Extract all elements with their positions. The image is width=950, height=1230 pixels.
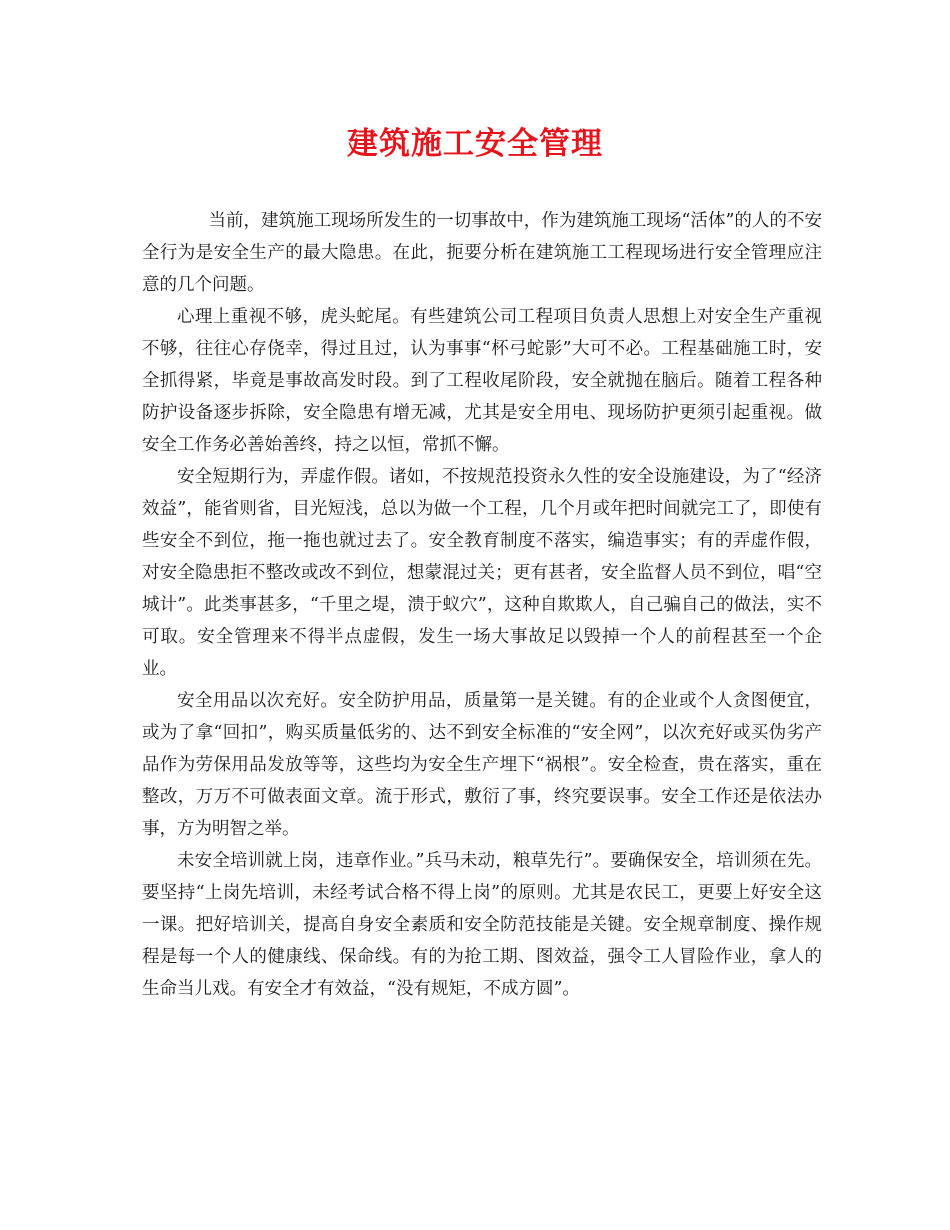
document-body bbox=[142, 205, 822, 1005]
paragraph-safety-supplies: 安全用品以次充好。安全防护用品，质量第一是关键。有的企业或个人贪图便宜，或为了拿“回扣”，购买质量低劣的、达不到安全标准的“安全网”，以次充好或买伪劣产品作为劳保用品发放等等，这些均为安全生产埋下“祸根”。安全检查，贵在落实，重在整改，万万不可做表面文章。流于形式，敷衍了事，终究要误事。安全工作还是依法办事，方为明智之举。 bbox=[142, 691, 822, 839]
paragraph-intro: 当前，建筑施工现场所发生的一切事故中，作为建筑施工现场“活体”的人的不安全行为是安全生产的最大隐患。在此，扼要分析在建筑施工工程现场进行安全管理应注意的几个问题。 bbox=[142, 211, 822, 295]
paragraph-short-term: 安全短期行为，弄虚作假。诸如，不按规范投资永久性的安全设施建设，为了“经济效益”，能省则省，目光短浅，总以为做一个工程，几个月或年把时间就完工了，即使有些安全不到位，拖一拖也就过去了。安全教育制度不落实，编造事实；有的弄虚作假，对安全隐患拒不整改或改不到位，想蒙混过关；更有甚者，安全监督人员不到位，唱“空城计”。此类事甚多，“千里之堤，溃于蚁穴”，这种自欺欺人，自己骗自己的做法，实不可取。安全管理来不得半点虚假，发生一场大事故足以毁掉一个人的前程甚至一个企业。 bbox=[142, 467, 822, 679]
document-title: 建筑施工安全管理 bbox=[347, 126, 603, 162]
paragraph-training: 未安全培训就上岗，违章作业。”兵马未动，粮草先行”。要确保安全，培训须在先。要坚持“上岗先培训，未经考试合格不得上岗”的原则。尤其是农民工，更要上好安全这一课。把好培训关，提高自身安全素质和安全防范技能是关键。安全规章制度、操作规程是每一个人的健康线、保命线。有的为抢工期、图效益，强令工人冒险作业，拿人的生命当儿戏。有安全才有效益，“没有规矩，不成方圆”。 bbox=[142, 851, 822, 999]
paragraph-psychology: 心理上重视不够，虎头蛇尾。有些建筑公司工程项目负责人思想上对安全生产重视不够，往往心存侥幸，得过且过，认为事事“杯弓蛇影”大可不必。工程基础施工时，安全抓得紧，毕竟是事故高发时段。到了工程收尾阶段，安全就抛在脑后。随着工程各种防护设备逐步拆除，安全隐患有增无减，尤其是安全用电、现场防护更须引起重视。做安全工作务必善始善终，持之以恒，常抓不懈。 bbox=[142, 307, 822, 455]
